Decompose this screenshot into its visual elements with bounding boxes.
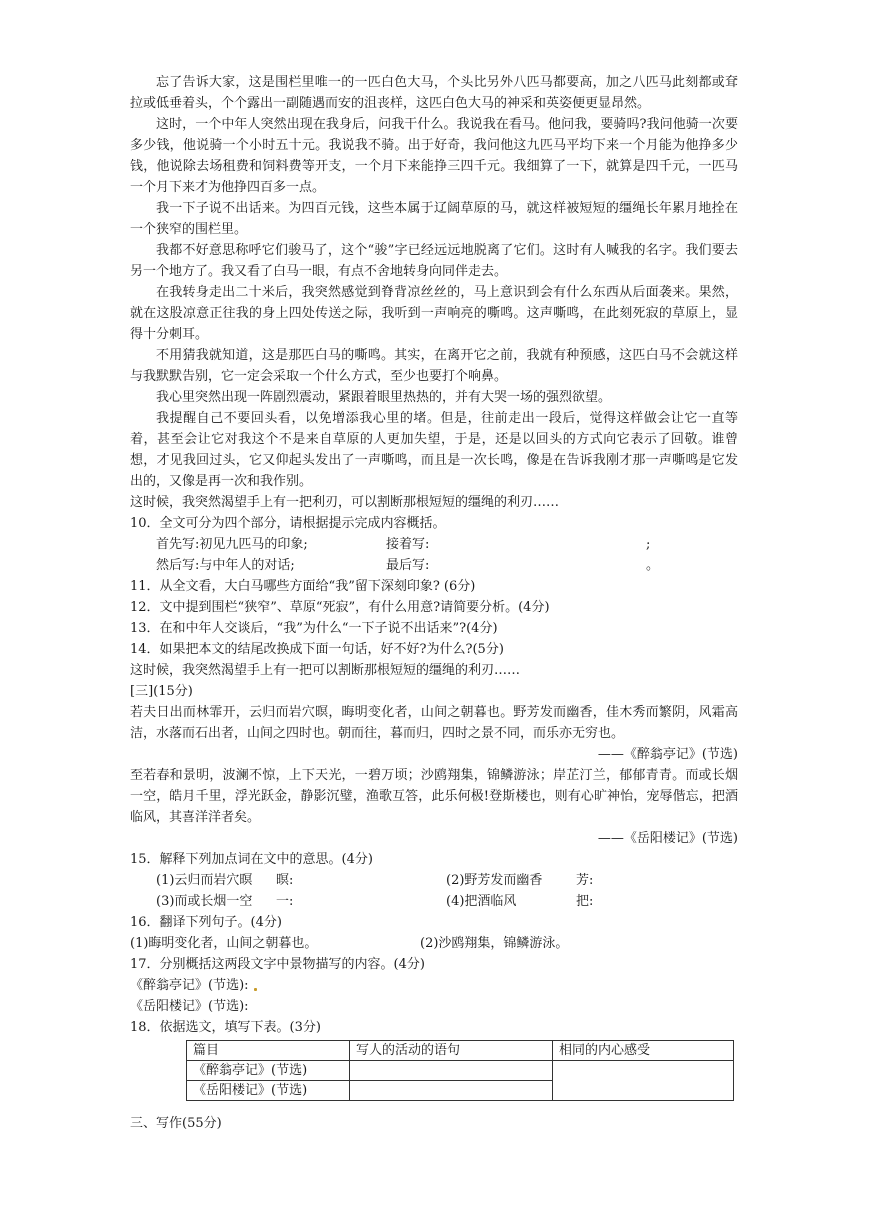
- paragraph-2: 这时，一个中年人突然出现在我身后，问我干什么。我说我在看马。他问我，要骑吗?我问他骑一次要多少钱，他说骑一个小时五十元。我说我不骑。出于好奇，我问他这九匹马平均下来一个月能为他挣多少钱，他说除去场租费和饲料费等开支，一个月下来能挣三四千元。我细算了一下，就算是四千元，一匹马一个月下来才为他挣四百多一点。: [130, 117, 738, 195]
- table-cell-activity-2[interactable]: [350, 1081, 553, 1101]
- q15-row-1: [130, 870, 738, 891]
- question-18: 18．依据选文，填写下表。(3分): [130, 1020, 321, 1035]
- classical-text-1-source: ——《醉翁亭记》(节选): [597, 747, 738, 762]
- question-12: 12．文中提到围栏“狭窄”、草原“死寂”，有什么用意?请简要分析。(4分): [130, 600, 550, 615]
- table-header-title: 篇目: [187, 1041, 350, 1061]
- q16-sentence-2: (2)沙鸥翔集，锦鳞游泳。: [420, 936, 569, 951]
- paragraph-4: 我都不好意思称呼它们骏马了，这个“骏”字已经远远地脱离了它们。这时有人喊我的名字。我们要去另一个地方了。我又看了白马一眼，有点不舍地转身向同伴走去。: [130, 243, 738, 279]
- q10-item-first: 首先写:初见九匹马的印象;: [156, 537, 308, 552]
- dot-mark-icon: [254, 988, 257, 991]
- section-3-heading: [三](15分): [130, 684, 193, 699]
- q17-label-1: 《醉翁亭记》(节选):: [130, 978, 249, 993]
- question-14: 14．如果把本文的结尾改换成下面一句话，好不好?为什么?(5分): [130, 642, 504, 657]
- table-row-title-1: 《醉翁亭记》(节选): [187, 1061, 350, 1081]
- question-11: 11．从全文看，大白马哪些方面给“我”留下深刻印象? (6分): [130, 579, 476, 594]
- table-cell-activity-1[interactable]: [350, 1061, 553, 1081]
- section-writing-heading: 三、写作(55分): [130, 1116, 222, 1131]
- question-16: 16．翻译下列句子。(4分): [130, 915, 282, 930]
- question-17: 17．分别概括这两段文字中景物描写的内容。(4分): [130, 957, 425, 972]
- q15-word-2: 芳:: [576, 873, 594, 888]
- closing-line: 这时候，我突然渴望手上有一把利刃，可以割断那根短短的缰绳的利刃……: [130, 495, 560, 510]
- q15-sentence-2: (2)野芳发而幽香: [446, 873, 543, 888]
- classical-text-2: 至若春和景明，波澜不惊，上下天光，一碧万顷；沙鸥翔集，锦鳞游泳；岸芷汀兰，郁郁青青。而或长烟一空，皓月千里，浮光跃金，静影沉璧，渔歌互答，此乐何极!登斯楼也，则有心旷神怡，宠辱偕忘，把酒临风，其喜洋洋者矣。: [130, 768, 738, 825]
- q10-row-2: [130, 555, 738, 576]
- question-14-line: 这时候，我突然渴望手上有一把可以割断那根短短的缰绳的利刃……: [130, 663, 521, 678]
- q15-word-4: 把:: [576, 894, 594, 909]
- answer-table: [186, 1040, 734, 1101]
- q10-item-next-end: ;: [646, 537, 651, 552]
- table-header-row: [187, 1041, 734, 1061]
- paragraph-1: 忘了告诉大家，这是围栏里唯一的一匹白色大马，个头比另外八匹马都要高，加之八匹马此刻都或耷拉或低垂着头，个个露出一副随遇而安的沮丧样，这匹白色大马的神采和英姿便更显昂然。: [130, 75, 738, 111]
- paragraph-5: 在我转身走出二十米后，我突然感觉到脊背凉丝丝的，马上意识到会有什么东西从后面袭来。果然，就在这股凉意正往我的身上四处传送之际，我听到一声响亮的嘶鸣。这声嘶鸣，在此刻死寂的草原上，显得十分刺耳。: [130, 285, 738, 342]
- table-row-title-2: 《岳阳楼记》(节选): [187, 1081, 350, 1101]
- q16-row: [130, 933, 738, 954]
- q15-row-2: [130, 891, 738, 912]
- classical-text-1: 若夫日出而林霏开，云归而岩穴暝，晦明变化者，山间之朝暮也。野芳发而幽香，佳木秀而繁阴，风霜高洁，水落而石出者，山间之四时也。朝而往，暮而归，四时之景不同，而乐亦无穷也。: [130, 705, 738, 741]
- question-13: 13．在和中年人交谈后，“我”为什么“一下子说不出话来”?(4分): [130, 621, 498, 636]
- q15-word-1: 暝:: [276, 873, 294, 888]
- q15-sentence-3: (3)而或长烟一空: [156, 894, 253, 909]
- q15-sentence-4: (4)把酒临风: [446, 894, 517, 909]
- q15-sentence-1: (1)云归而岩穴暝: [156, 873, 253, 888]
- q17-line-2: 《岳阳楼记》(节选):: [130, 999, 249, 1014]
- q10-item-last-end: 。: [646, 558, 660, 573]
- paragraph-6: 不用猜我就知道，这是那匹白马的嘶鸣。其实，在离开它之前，我就有种预感，这匹白马不会就这样与我默默告别，它一定会采取一个什么方式，至少也要打个响鼻。: [130, 348, 738, 384]
- q16-sentence-1: (1)晦明变化者，山间之朝暮也。: [130, 936, 318, 951]
- classical-text-2-source: ——《岳阳楼记》(节选): [597, 831, 738, 846]
- table-header-feeling: 相同的内心感受: [553, 1041, 734, 1061]
- paragraph-7: 我心里突然出现一阵剧烈震动，紧跟着眼里热热的，并有大哭一场的强烈欲望。: [156, 390, 612, 405]
- q10-item-then: 然后写:与中年人的对话;: [156, 558, 295, 573]
- paragraph-8: 我提醒自己不要回头看，以免增添我心里的堵。但是，往前走出一段后，觉得这样做会让它一直等着，甚至会让它对我这个不是来自草原的人更加失望，于是，还是以回头的方式向它表示了回敬。谁曾想，才见我回过头，它又仰起头发出了一声嘶鸣，而且是一次长鸣，像是在告诉我刚才那一声嘶鸣是它发出的，又像是再一次和我作别。: [130, 411, 738, 489]
- question-10: 10．全文可分为四个部分，请根据提示完成内容概括。: [130, 516, 446, 531]
- paragraph-3: 我一下子说不出话来。为四百元钱，这些本属于辽阔草原的马，就这样被短短的缰绳长年累月地拴在一个狭窄的围栏里。: [130, 201, 738, 237]
- q10-item-next: 接着写:: [386, 537, 430, 552]
- q10-row-1: [130, 534, 738, 555]
- table-cell-feeling[interactable]: [553, 1061, 734, 1101]
- q17-line-1: [130, 975, 738, 996]
- document-page: [130, 72, 738, 1134]
- table-header-activity: 写人的活动的语句: [350, 1041, 553, 1061]
- q10-item-last: 最后写:: [386, 558, 430, 573]
- q15-word-3: 一:: [276, 894, 294, 909]
- table-row: [187, 1061, 734, 1081]
- question-15: 15．解释下列加点词在文中的意思。(4分): [130, 852, 373, 867]
